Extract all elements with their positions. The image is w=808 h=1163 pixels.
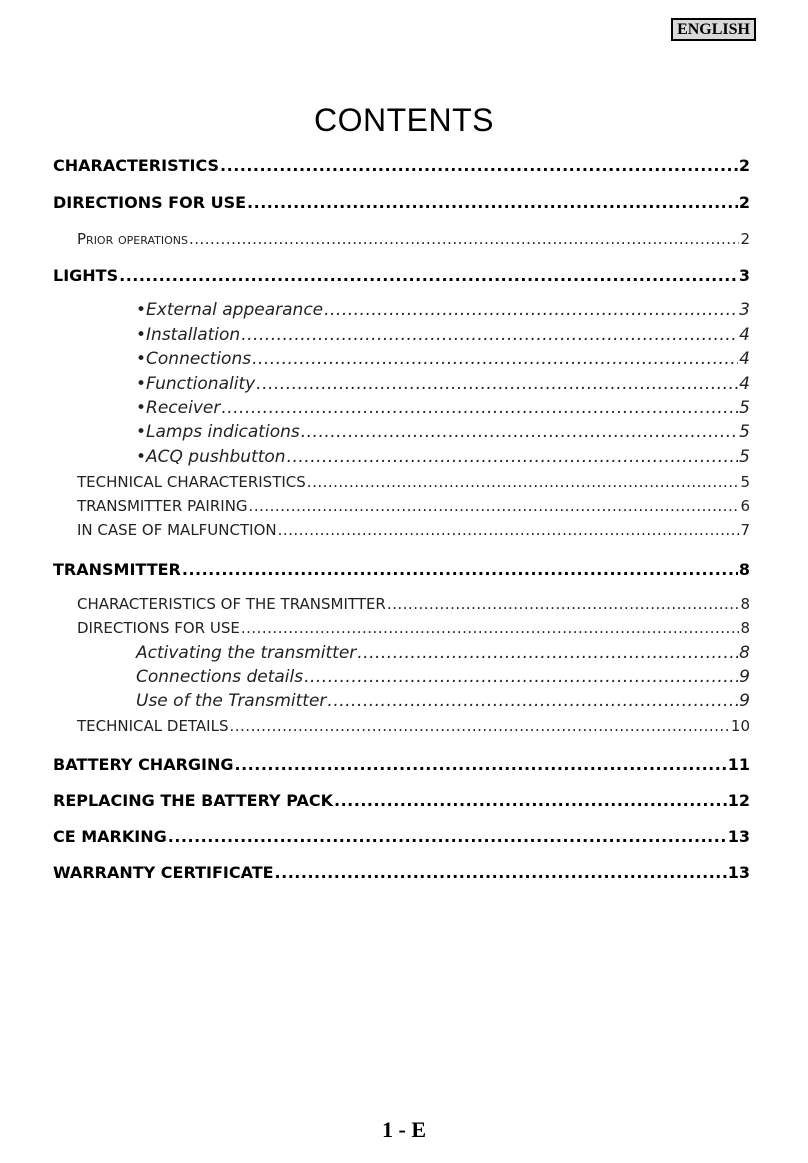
toc-leader-dots xyxy=(256,374,738,394)
toc-entry-prior-operations[interactable] xyxy=(77,230,750,248)
toc-leader-dots xyxy=(241,325,738,345)
toc-leader-dots xyxy=(278,521,740,539)
toc-entry-page: 7 xyxy=(740,521,750,539)
toc-leader-dots xyxy=(304,667,738,687)
toc-entry-activating-the-transmitter[interactable] xyxy=(136,643,750,663)
toc-leader-dots xyxy=(334,791,727,810)
page-number: 1 - E xyxy=(382,1117,426,1142)
toc-entry-characteristics-of-the-transmitter[interactable] xyxy=(77,595,750,613)
toc-leader-dots xyxy=(275,863,727,882)
toc-entry-page: 5 xyxy=(739,447,750,467)
toc-entry-label: Activating the transmitter xyxy=(136,643,357,663)
toc-entry-page: 12 xyxy=(727,791,750,810)
toc-entry-label: WARRANTY CERTIFICATE xyxy=(53,863,274,882)
toc-entry-label: BATTERY CHARGING xyxy=(53,755,234,774)
page-title: CONTENTS xyxy=(314,102,494,138)
toc-entry-label: •Installation xyxy=(136,325,241,345)
toc-entry-page: 2 xyxy=(740,230,750,248)
toc-entry-page: 5 xyxy=(739,422,750,442)
toc-entry-directions-for-use[interactable] xyxy=(53,193,750,212)
toc-entry-page: 5 xyxy=(739,398,750,418)
toc-entry-page: 8 xyxy=(739,643,750,663)
toc-entry-page: 11 xyxy=(727,755,750,774)
toc-entry-connections-details[interactable] xyxy=(136,667,750,687)
toc-entry-label: •Lamps indications xyxy=(136,422,300,442)
toc-entry-technical-characteristics[interactable] xyxy=(77,473,750,491)
toc-entry-label: •Functionality xyxy=(136,374,256,394)
toc-leader-dots xyxy=(252,349,738,369)
toc-entry-battery-charging[interactable] xyxy=(53,755,750,774)
toc-entry-installation[interactable] xyxy=(136,325,750,345)
toc-entry-page: 5 xyxy=(740,473,750,491)
toc-entry-use-of-the-transmitter[interactable] xyxy=(136,691,750,711)
toc-leader-dots xyxy=(324,300,738,320)
toc-entry-transmitter[interactable] xyxy=(53,560,750,579)
toc-entry-page: 8 xyxy=(738,560,750,579)
toc-entry-label: •External appearance xyxy=(136,300,324,320)
toc-entry-label: •ACQ pushbutton xyxy=(136,447,286,467)
toc-entry-page: 9 xyxy=(739,667,750,687)
toc-entry-label: •Receiver xyxy=(136,398,221,418)
toc-entry-page: 9 xyxy=(739,691,750,711)
toc-entry-ce-marking[interactable] xyxy=(53,827,750,846)
toc-entry-page: 2 xyxy=(738,193,750,212)
toc-entry-transmitter-directions-for-use[interactable] xyxy=(77,619,750,637)
toc-entry-lights[interactable] xyxy=(53,266,750,285)
toc-leader-dots xyxy=(220,156,738,175)
toc-entry-page: 2 xyxy=(738,156,750,175)
toc-entry-page: 13 xyxy=(727,863,750,882)
toc-entry-label: CHARACTERISTICS xyxy=(53,156,220,175)
toc-entry-label: Connections details xyxy=(136,667,304,687)
toc-entry-page: 8 xyxy=(740,619,750,637)
toc-entry-technical-details[interactable] xyxy=(77,717,750,735)
toc-entry-functionality[interactable] xyxy=(136,374,750,394)
toc-entry-page: 4 xyxy=(739,325,750,345)
toc-leader-dots xyxy=(307,473,740,491)
toc-leader-dots xyxy=(287,447,739,467)
toc-entry-label: REPLACING THE BATTERY PACK xyxy=(53,791,333,810)
toc-entry-label: TECHNICAL CHARACTERISTICS xyxy=(77,473,306,491)
toc-entry-label: •Connections xyxy=(136,349,252,369)
toc-entry-page: 3 xyxy=(738,266,750,285)
toc-entry-label: TECHNICAL DETAILS xyxy=(77,717,229,735)
toc-leader-dots xyxy=(221,398,738,418)
toc-entry-page: 4 xyxy=(739,349,750,369)
toc-entry-label: Prior operations xyxy=(77,230,188,248)
toc-entry-page: 3 xyxy=(739,300,750,320)
toc-entry-label: LIGHTS xyxy=(53,266,119,285)
toc-entry-page: 6 xyxy=(740,497,750,515)
toc-leader-dots xyxy=(189,230,740,248)
toc-entry-label: Use of the Transmitter xyxy=(136,691,327,711)
toc-leader-dots xyxy=(182,560,738,579)
toc-entry-label: TRANSMITTER xyxy=(53,560,181,579)
toc-entry-page: 10 xyxy=(730,717,750,735)
toc-leader-dots xyxy=(387,595,740,613)
toc-entry-receiver[interactable] xyxy=(136,398,750,418)
language-badge: ENGLISH xyxy=(671,18,756,41)
toc-entry-page: 4 xyxy=(739,374,750,394)
toc-leader-dots xyxy=(247,193,738,212)
toc-entry-page: 8 xyxy=(740,595,750,613)
toc-entry-lamps-indications[interactable] xyxy=(136,422,750,442)
toc-leader-dots xyxy=(357,643,738,663)
toc-leader-dots xyxy=(230,717,730,735)
toc-entry-label: IN CASE OF MALFUNCTION xyxy=(77,521,277,539)
toc-leader-dots xyxy=(249,497,740,515)
toc-entry-label: DIRECTIONS FOR USE xyxy=(53,193,247,212)
toc-leader-dots xyxy=(241,619,740,637)
toc-leader-dots xyxy=(235,755,727,774)
toc-entry-acq-pushbutton[interactable] xyxy=(136,447,750,467)
toc-entry-external-appearance[interactable] xyxy=(136,300,750,320)
toc-leader-dots xyxy=(168,827,727,846)
toc-entry-label: CHARACTERISTICS OF THE TRANSMITTER xyxy=(77,595,386,613)
toc-entry-characteristics[interactable] xyxy=(53,156,750,175)
toc-entry-label: TRANSMITTER PAIRING xyxy=(77,497,248,515)
toc-entry-warranty-certificate[interactable] xyxy=(53,863,750,882)
toc-leader-dots xyxy=(119,266,738,285)
toc-entry-page: 13 xyxy=(727,827,750,846)
toc-entry-connections[interactable] xyxy=(136,349,750,369)
toc-leader-dots xyxy=(327,691,738,711)
toc-leader-dots xyxy=(301,422,738,442)
toc-entry-in-case-of-malfunction[interactable] xyxy=(77,521,750,539)
toc-entry-replacing-the-battery-pack[interactable] xyxy=(53,791,750,810)
toc-entry-label: DIRECTIONS FOR USE xyxy=(77,619,240,637)
toc-entry-label: CE MARKING xyxy=(53,827,167,846)
toc-entry-transmitter-pairing[interactable] xyxy=(77,497,750,515)
